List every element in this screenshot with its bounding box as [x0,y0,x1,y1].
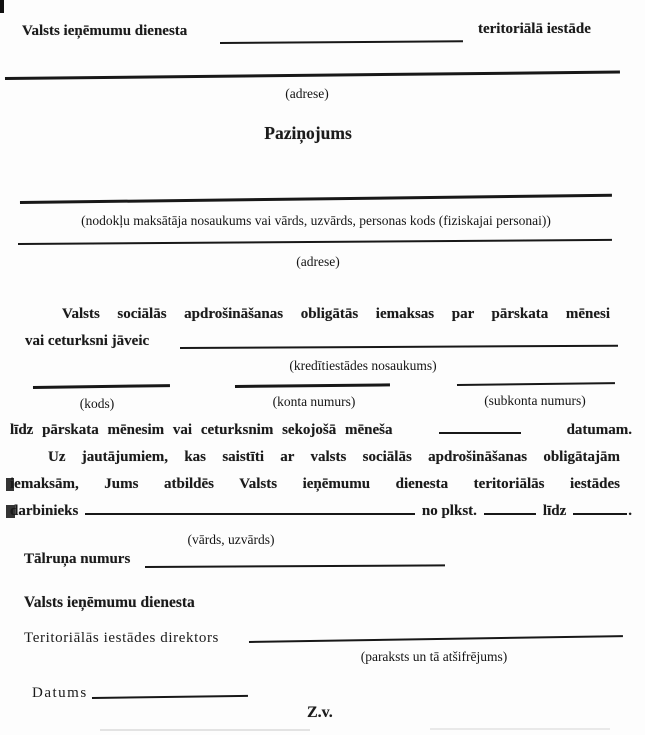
worker-row [10,503,632,520]
date-blank[interactable] [92,695,248,699]
payer-name-caption: (nodokļu maksātāja nosaukums vai vārds, uzvārds, personas kods (fiziskajai personai)) [81,213,551,228]
deadline-row [10,422,632,439]
form-title: Paziņojums [264,123,352,143]
signature-role-text: Teritoriālās iestādes direktors [24,630,219,646]
deadline-text: līdz pārskata mēnesim vai ceturksnim sekojošā mēneša [10,422,393,438]
office-address-caption: (adrese) [285,86,329,101]
bank-code-caption: (kods) [79,396,115,411]
deadline-day-blank[interactable] [439,431,521,434]
hours-to-blank[interactable] [573,512,627,515]
worker-name-blank[interactable] [85,512,415,515]
account-number-blank[interactable] [235,383,390,388]
office-suffix-text: teritoriālā iestāde [478,21,591,37]
office-address-blank[interactable] [5,71,620,80]
signature-org-text: Valsts ieņēmumu dienesta [24,594,195,611]
scan-corner-artifact [0,0,4,13]
payer-address-caption: (adrese) [296,254,340,269]
phone-number-blank[interactable] [145,564,445,568]
payment-text-line1: Valsts sociālās apdrošināšanas obligātās iemaksas par pārskata mēnesi [62,306,610,322]
subaccount-number-caption: (subkonta numurs) [484,393,586,408]
bank-code-blank[interactable] [33,384,170,389]
deadline-suffix: datumam. [566,422,632,438]
payer-address-blank[interactable] [18,239,612,245]
scan-speckle [430,728,610,730]
account-number-caption: (konta numurs) [272,394,356,409]
bank-name-caption: (kredītiestādes nosaukums) [289,358,437,373]
hours-to-label: līdz [542,503,567,519]
worker-name-caption: (vārds, uzvārds) [187,532,275,547]
subaccount-number-blank[interactable] [457,382,615,386]
hours-from-blank[interactable] [484,512,536,515]
office-name-blank[interactable] [220,40,463,44]
date-label: Datums [32,685,88,701]
signature-caption: (paraksts un tā atšifrējums) [360,649,508,664]
contact-text-line1: Uz jautājumiem, kas saistīti ar valsts sociālās apdrošināšanas obligātajām [48,449,620,465]
phone-label: Tālruņa numurs [24,551,131,567]
scan-speckle [100,729,310,731]
payment-text-line2: vai ceturksni jāveic [25,333,150,349]
payer-name-blank[interactable] [20,194,612,204]
seal-label: Z.v. [307,704,333,721]
bank-name-blank[interactable] [180,345,618,349]
contact-text-line2: iemaksām, Jums atbildēs Valsts ieņēmumu dienesta teritoriālās iestādes [10,476,620,492]
sentence-period: . [628,503,632,519]
hours-from-label: no plkst. [421,503,477,519]
office-prefix-text: Valsts ieņēmumu dienesta [22,23,188,39]
worker-label: darbinieks [10,503,79,519]
signature-blank[interactable] [249,635,623,643]
